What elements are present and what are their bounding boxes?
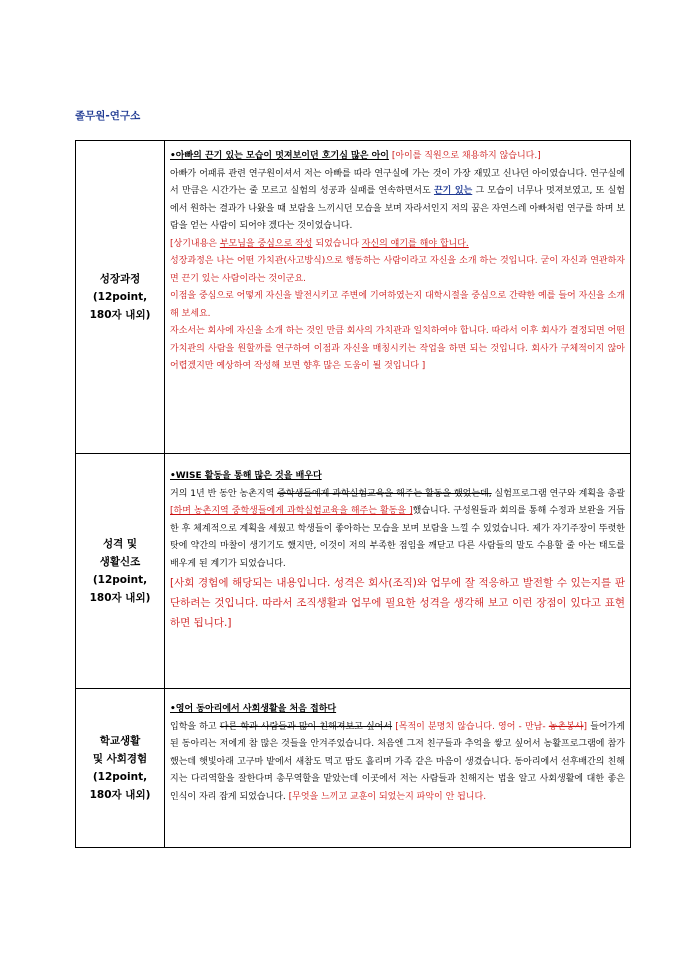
section-label-growth [76,141,165,454]
section-row-personality [76,454,631,689]
label-line: 180자 내외) [89,309,151,321]
section-row-growth [76,141,631,454]
page-title: 졸무원-연구소 [75,110,141,122]
section-label-school-life [76,689,165,848]
essay-table [75,140,631,848]
label-line: 180자 내외) [89,592,151,604]
section-body-growth [165,141,631,454]
label-line: (12point, [92,771,148,783]
review-comment: 성장과정은 나는 어떤 가치관(사고방식)으로 행동하는 사람이라고 자신을 소개 하는 것입니다. 굳이 자신과 연관하자면 끈기 있는 사람이라는 것이군요. [170,256,625,284]
label-line: 생활신조 [99,556,141,568]
label-line: (12point, [92,291,148,303]
highlight-text: 끈기 있는 [433,186,473,196]
body-paragraph: 거의 1년 반 동안 농촌지역 중학생들에게 과학실험교육을 해주는 활동을 했었는데, 실험프로그램 연구와 계획을 총괄[하며 농촌지역 중학생들에게 과학실험교육을 해주는 활동을 ]했습니다. 구성원들과 회의를 통해 수정과 보완을 거듭한 후 체계적으로 계획을 세웠고 학생들이 좋아하는 모습을 보며 보람을 느낄 수 있었습니다. 제가 자기주장이 뚜렷한 탓에 약간의 마찰이 생기기도 했지만, 이것이 저의 부족한 점임을 깨닫고 다른 사람들의 말도 수용할 줄 아는 태도를 배우게 된 계기가 되었습니다. [170,488,625,569]
review-comment: [상기내용은 부모님을 중심으로 작성 되었습니다 자신의 얘기를 해야 합니다. [170,238,469,249]
section-body-personality [165,454,631,689]
body-paragraph: 입학을 하고 다른 학과 사람들과 많이 친해져보고 싶어서 [목적이 분명치 않습니다. 영어 - 만남- 농촌봉사] 들어가게 된 동아리는 저에게 참 많은 것들을 안겨주었습니다. 처음엔 그저 친구들과 추억을 쌓고 싶어서 농활프로그램에 참가했는데 햇빛아래 고구마 밭에서 새참도 먹고 땀도 흘리며 가족 같은 마음이 생겼습니다. 동아리에서 선후배간의 친해지는 다리역할을 잘한다며 총무역할을 맡았는데 이곳에서 저는 사람들과 친해지는 법을 알고 사회생활에 대한 좋은 인식이 자리 잡게 되었습니다. [무엇을 느끼고 교훈이 되었는지 파악이 안 됩니다. [170,721,625,802]
section-body-school-life [165,689,631,848]
section-row-school-life [76,689,631,848]
body-paragraph: 아빠가 어패류 관련 연구원이셔서 저는 아빠를 따라 연구실에 가는 것이 가장 재밌고 신나던 아이였습니다. 연구실에서 만큼은 시간가는 줄 모르고 실험의 성공과 실패를 연속하면서도 끈기 있는 그 모습이 너무나 멋져보였고, 또 실험에서 원하는 결과가 나왔을 때 보람을 느끼시던 모습을 보며 자라서인지 저의 꿈은 자연스레 아빠처럼 연구를 하며 보람을 얻는 사람이 되어야 겠다는 것이었습니다. [170,168,625,231]
inline-correction: [하며 농촌지역 중학생들에게 과학실험교육을 해주는 활동을 ] [170,506,413,516]
label-line: 및 사회경험 [92,753,148,765]
label-line: (12point, [92,574,148,586]
label-line: 성장과정 [99,273,141,285]
struck-text: 중학생들에게 과학실험교육을 해주는 활동을 했었는데, [277,488,492,499]
label-line: 180자 내외) [89,789,151,801]
inline-correction: [목적이 분명치 않습니다. 영어 - 만남- 농촌봉사] [392,721,588,732]
section-heading: •영어 동아리에서 사회생활을 처음 접하다 [170,704,337,714]
review-comment: [사회 경험에 해당되는 내용입니다. 성격은 회사(조직)와 업무에 잘 적응하고 발전할 수 있는지를 판단하려는 것입니다. 따라서 조직생활과 업무에 필요한 성격을 생각해 보고 이런 장점이 있다고 표현하면 됩니다.] [170,577,625,629]
review-comment: 이점을 중심으로 어떻게 자신을 발전시키고 주변에 기여하였는지 대학시절을 중심으로 간략한 예를 들어 자신을 소개 해 보세요. [170,291,625,319]
section-heading: •아빠의 끈기 있는 모습이 멋져보이던 호기심 많은 아이 [170,151,389,161]
struck-text: 다른 학과 사람들과 많이 친해져보고 싶어서 [219,721,393,732]
heading-comment: [아이를 직원으로 채용하지 않습니다.] [391,151,541,161]
review-comment: 자소서는 회사에 자신을 소개 하는 것인 만큼 회사의 가치관과 일치하여야 합니다. 따라서 이후 회사가 결정되면 어떤 가치관의 사람을 원할까를 연구하여 이점과 자신을 매칭시키는 작업을 하면 되는 것입니다. 회사가 구체적이지 않아 어렵겠지만 예상하여 작성해 보면 향후 많은 도움이 될 것입니다 ] [170,326,625,371]
section-heading: •WISE 활동을 통해 많은 것을 배우다 [170,471,322,481]
label-line: 학교생활 [99,735,141,747]
label-line: 성격 및 [102,538,138,550]
review-comment: [무엇을 느끼고 교훈이 되었는지 파악이 안 됩니다. [285,791,487,802]
section-label-personality [76,454,165,689]
